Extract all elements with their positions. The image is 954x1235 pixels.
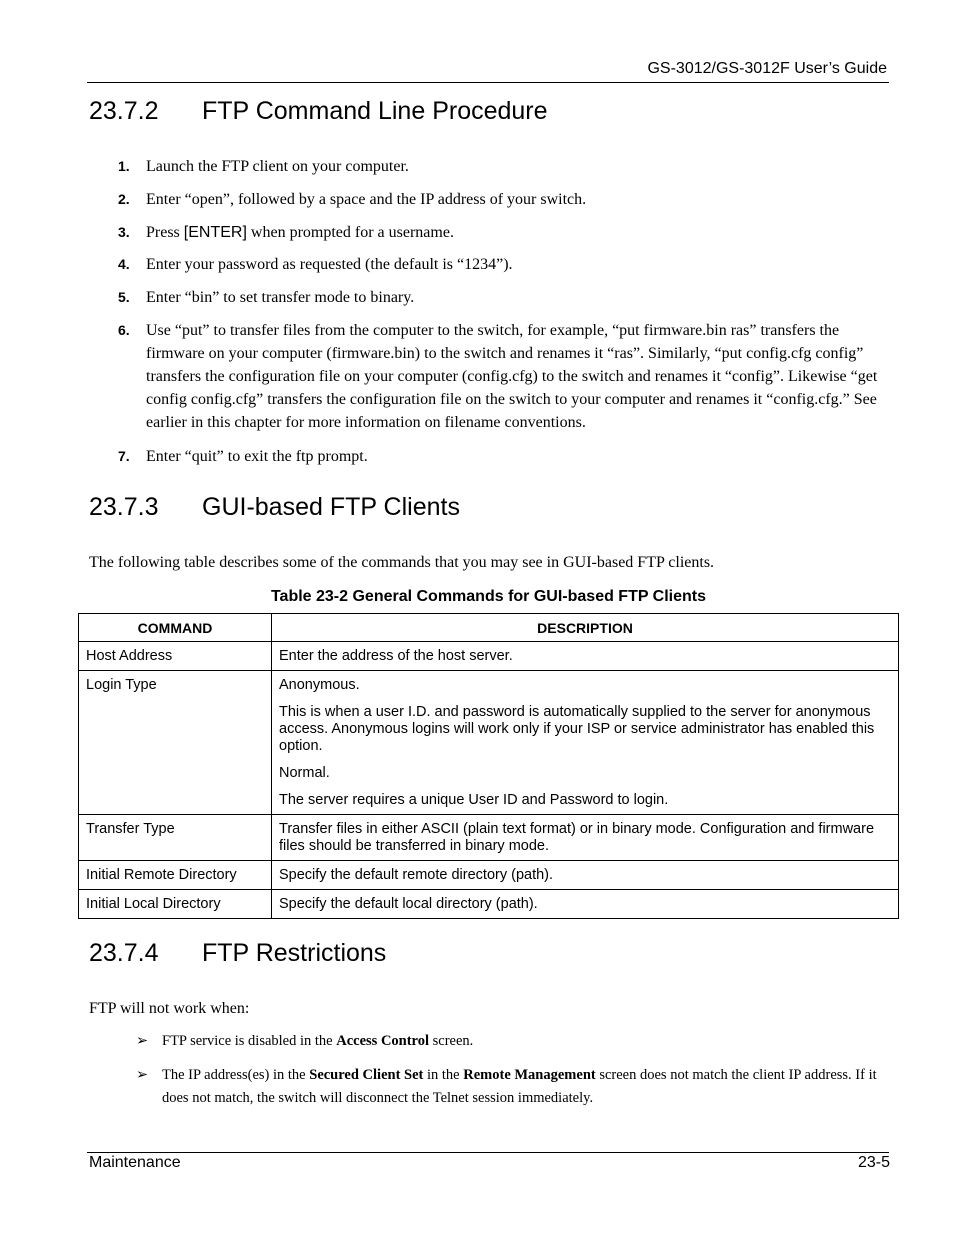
list-item: [118, 445, 893, 468]
section-number: 23.7.2: [89, 97, 159, 125]
table-caption: Table 23-2 General Commands for GUI-based FTP Clients: [270, 588, 707, 605]
description-cell: [272, 890, 899, 919]
column-header-command: COMMAND: [79, 614, 272, 642]
section-heading-gui-ftp-clients: [89, 493, 460, 522]
command-cell: Transfer Type: [79, 815, 272, 861]
section-intro: FTP will not work when:: [89, 1000, 250, 1017]
section-intro: The following table describes some of the commands that you may see in GUI-based FTP clients.: [89, 554, 715, 571]
step-text-post: when prompted for a username.: [246, 224, 454, 241]
table-row: [79, 671, 899, 815]
section-heading-ftp-restrictions: [89, 939, 386, 968]
step-text: Launch the FTP client on your computer.: [146, 158, 409, 175]
description-text: This is when a user I.D. and password is automatically supplied to the server for anonymous access. Anonymous logins will work only if your ISP or service administrator has enabled this option.: [279, 704, 875, 754]
step-text-pre: Press: [146, 224, 184, 241]
list-item: [136, 1064, 896, 1110]
list-item: [118, 155, 893, 178]
header-rule: [87, 82, 889, 83]
step-text: Enter “quit” to exit the ftp prompt.: [146, 448, 368, 465]
table-row: [79, 861, 899, 890]
command-cell: Initial Local Directory: [79, 890, 272, 919]
description-cell: [272, 861, 899, 890]
column-header-description: DESCRIPTION: [272, 614, 899, 642]
list-item: [118, 253, 893, 276]
section-number: 23.7.3: [89, 493, 159, 521]
description-text: Anonymous.: [279, 677, 360, 693]
footer-chapter: Maintenance: [89, 1154, 181, 1171]
section-number: 23.7.4: [89, 939, 159, 967]
section-title: FTP Command Line Procedure: [202, 97, 548, 125]
step-number: 3.: [118, 224, 130, 240]
table-header-row: [79, 614, 899, 642]
list-item: [118, 286, 893, 309]
table-row: [79, 642, 899, 671]
description-text: Transfer files in either ASCII (plain text format) or in binary mode. Configuration and firmware files should be transferred in binary mode.: [279, 821, 875, 854]
description-text: Enter the address of the host server.: [279, 648, 513, 664]
ftp-commands-table: [78, 613, 899, 919]
list-item: [118, 188, 893, 211]
description-cell: [272, 815, 899, 861]
list-item: [118, 319, 893, 434]
table-row: [79, 815, 899, 861]
bullet-text-pre: FTP service is disabled in the: [162, 1033, 337, 1049]
arrow-bullet-icon: ➢: [136, 1033, 149, 1049]
arrow-bullet-icon: ➢: [136, 1067, 149, 1083]
bullet-bold-term: Access Control: [336, 1033, 430, 1049]
bullet-text-mid: screen.: [429, 1033, 474, 1049]
step-text: Enter your password as requested (the default is “1234”).: [146, 256, 513, 273]
step-number: 4.: [118, 256, 130, 272]
bullet-text-pre: The IP address(es) in the: [162, 1067, 310, 1083]
description-text: Specify the default local directory (path).: [279, 896, 538, 912]
description-text: Specify the default remote directory (path).: [279, 867, 554, 883]
running-header-title: GS-3012/GS-3012F User’s Guide: [647, 60, 887, 77]
page-number: 23-5: [857, 1154, 890, 1171]
bullet-bold-term: Secured Client Set: [309, 1067, 424, 1083]
bullet-text: [162, 1030, 896, 1053]
description-cell: [272, 642, 899, 671]
section-title: FTP Restrictions: [202, 939, 387, 967]
step-number: 7.: [118, 448, 130, 464]
step-text: [146, 221, 893, 244]
step-number: 2.: [118, 191, 130, 207]
step-number: 6.: [118, 322, 130, 338]
enter-key-label: [ENTER]: [183, 224, 247, 241]
command-cell: Host Address: [79, 642, 272, 671]
step-text: Enter “bin” to set transfer mode to binary.: [146, 289, 415, 306]
step-number: 5.: [118, 289, 130, 305]
table-row: [79, 890, 899, 919]
description-text: The server requires a unique User ID and Password to login.: [279, 792, 669, 808]
step-text: Use “put” to transfer files from the computer to the switch, for example, “put firmware.bin ras” transfers the firmware on your computer (firmware.bin) to the switch and renames it “ras”. Similarly, “put config.cfg config” transfers the configuration file on your computer (config.cfg) to the switch and renames it “config”. Likewise “get config config.cfg” transfers the configuration file on the switch to your computer and renames it “config.cfg.” See earlier in this chapter for more information on filename conventions.: [146, 322, 878, 431]
list-item: [118, 221, 893, 244]
command-cell: Initial Remote Directory: [79, 861, 272, 890]
description-cell: [272, 671, 899, 815]
footer-rule: [87, 1152, 889, 1153]
command-cell: Login Type: [79, 671, 272, 815]
step-text: Enter “open”, followed by a space and the IP address of your switch.: [146, 191, 587, 208]
bullet-text-post: screen does not match the client IP address. If it does not match, the switch will disconnect the Telnet session immediately.: [162, 1067, 877, 1106]
bullet-text-mid: in the: [423, 1067, 464, 1083]
bullet-bold-term: Remote Management: [463, 1067, 596, 1083]
section-title: GUI-based FTP Clients: [202, 493, 460, 521]
bullet-text: [136, 1064, 896, 1110]
section-heading-ftp-command-line: [89, 97, 548, 126]
list-item: [136, 1030, 896, 1053]
step-number: 1.: [118, 158, 130, 174]
description-text: Normal.: [279, 765, 330, 781]
